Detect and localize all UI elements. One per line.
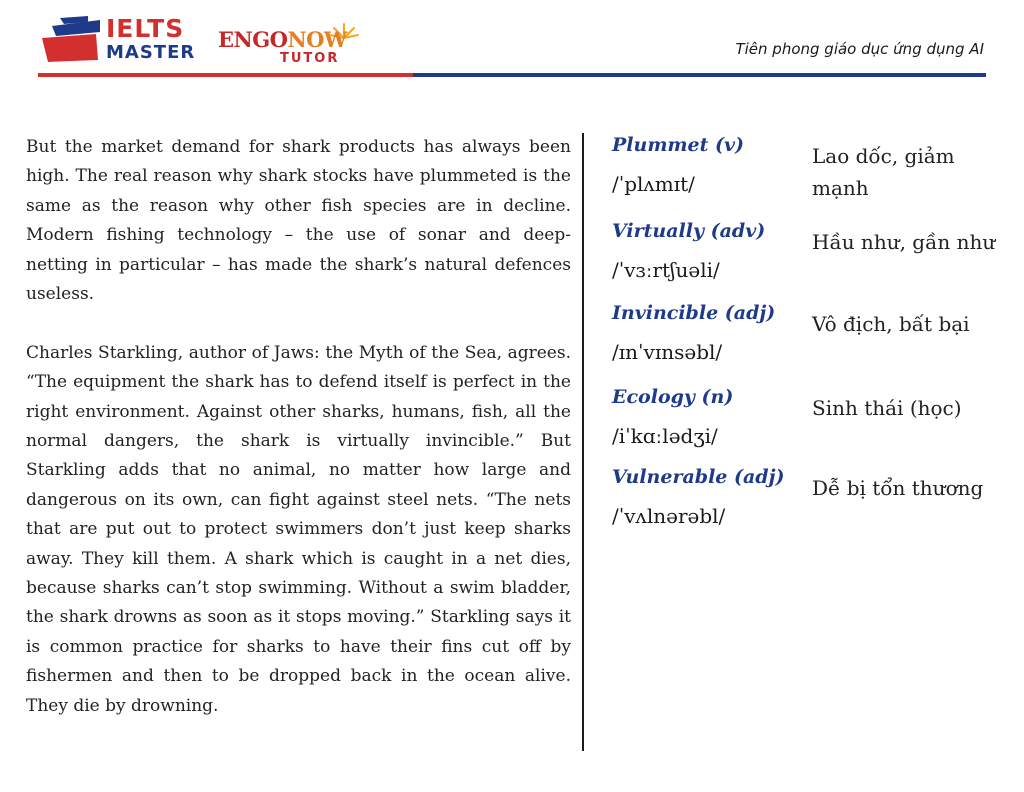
brand-master: MASTER [106, 42, 196, 63]
header-rule-red [38, 73, 413, 77]
vocab-meaning: Hầu như, gần như [812, 230, 996, 254]
header-rule-blue [413, 73, 986, 77]
brand-now: NOW [287, 27, 348, 52]
brand-engo: ENGO [218, 27, 288, 52]
vocab-ipa: /ˈvʌlnərəbl/ [612, 504, 726, 528]
ielts-master-logo-icon [38, 16, 104, 64]
engonow-tutor-logo [218, 20, 368, 70]
vocab-meaning: Lao dốc, giảm mạnh [812, 144, 955, 200]
vocab-meaning: Dễ bị tổn thương [812, 476, 984, 500]
vocab-ipa: /ˈvɜːrtʃuəli/ [612, 258, 720, 282]
brand-engonow [218, 28, 347, 52]
vocab-meaning: Vô địch, bất bại [812, 312, 970, 336]
brand-tutor: TUTOR [280, 51, 340, 66]
column-divider [582, 133, 584, 751]
reading-passage [26, 133, 571, 721]
vocab-ipa: /ɪnˈvɪnsəbl/ [612, 340, 723, 364]
vocab-ipa: /ˈplʌmɪt/ [612, 172, 695, 196]
brand-ielts: IELTS [106, 14, 185, 43]
vocab-word: Invincible (adj) [612, 302, 776, 324]
page-header [0, 0, 1024, 90]
vocab-word: Plummet (v) [612, 134, 745, 156]
header-tagline: Tiên phong giáo dục ứng dụng AI [735, 40, 984, 58]
passage-paragraph-1: But the market demand for shark products has always been high. The real reason why shark stocks have plummeted is the same as the reason why other fish species are in decline. Modern fishing technology – the use of sonar and deep- netting in particular – has made the shark’s natural defences useless. [26, 137, 571, 305]
passage-paragraph-2: Charles Starkling, author of Jaws: the Myth of the Sea, agrees. “The equipment the shark has to defend itself is perfect in the right environment. Against other sharks, humans, fish, all the normal dangers, the shark is virtually invincible.” But Starkling adds that no animal, no matter how large and dangerous on its own, can fight against steel nets. “The nets that are put out to protect swimmers don’t just keep sharks away. They kill them. A shark which is caught in a net dies, because sharks can’t stop swimming. Without a swim bladder, the shark drowns as soon as it stops moving.” Starkling says it is common practice for sharks to have their fins cut off by fishermen and then to be dropped back in the ocean alive. They die by drowning. [26, 342, 571, 716]
vocab-ipa: /iˈkɑːlədʒi/ [612, 424, 718, 448]
ielts-master-logo [38, 12, 198, 68]
vocab-meaning: Sinh thái (học) [812, 396, 962, 420]
vocab-word: Vulnerable (adj) [612, 466, 785, 488]
vocab-word: Ecology (n) [612, 386, 734, 408]
vocab-word: Virtually (adv) [612, 220, 766, 242]
